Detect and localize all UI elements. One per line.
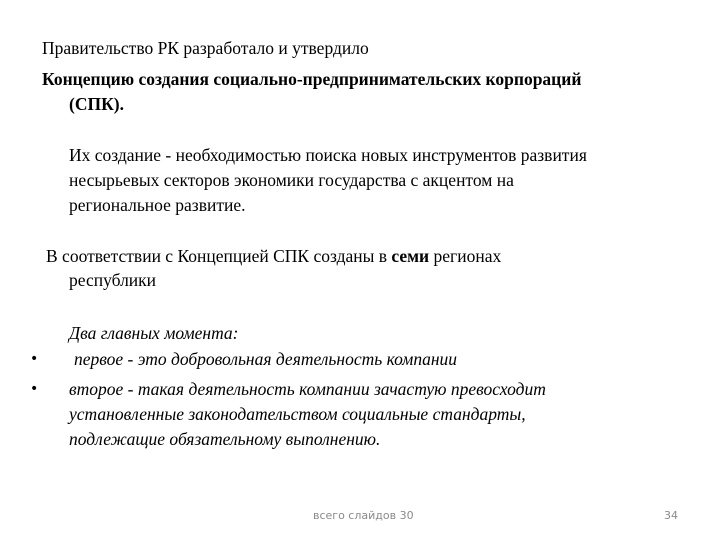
page-number: 34 <box>664 509 678 522</box>
purpose-line-3: региональное развитие. <box>69 195 246 215</box>
moment-item-2-line-1: второе - такая деятельность компании зачастую превосходит <box>69 379 546 399</box>
moment-item-1-line-1: первое - это добровольная деятельность компании <box>74 349 458 369</box>
purpose-line-2: несырьевых секторов экономики государства с акцентом на <box>69 170 514 190</box>
intro-line-3: (СПК). <box>69 94 124 114</box>
regions-prefix: В соответствии с Концепцией СПК созданы в <box>46 246 392 266</box>
moment-item-2-line-2: установленные законодательством социальные стандарты, <box>69 404 526 424</box>
regions-emphasis: семи <box>391 246 430 266</box>
bullet-icon: • <box>30 381 39 397</box>
regions-line-2: республики <box>69 270 157 290</box>
moment-item-2-line-3: подлежащие обязательному выполнению. <box>69 429 381 449</box>
bullet-icon: • <box>30 351 39 367</box>
total-slides-label: всего слайдов 30 <box>313 509 414 522</box>
regions-suffix: регионах <box>429 246 502 266</box>
intro-line-1: Правительство РК разработало и утвердило <box>42 38 369 58</box>
purpose-line-1: Их создание - необходимостью поиска новых инструментов развития <box>69 145 587 165</box>
regions-line-1 <box>46 244 501 268</box>
moments-heading: Два главных момента: <box>69 323 239 343</box>
intro-line-2: Концепцию создания социально-предпринимательских корпораций <box>42 69 582 89</box>
